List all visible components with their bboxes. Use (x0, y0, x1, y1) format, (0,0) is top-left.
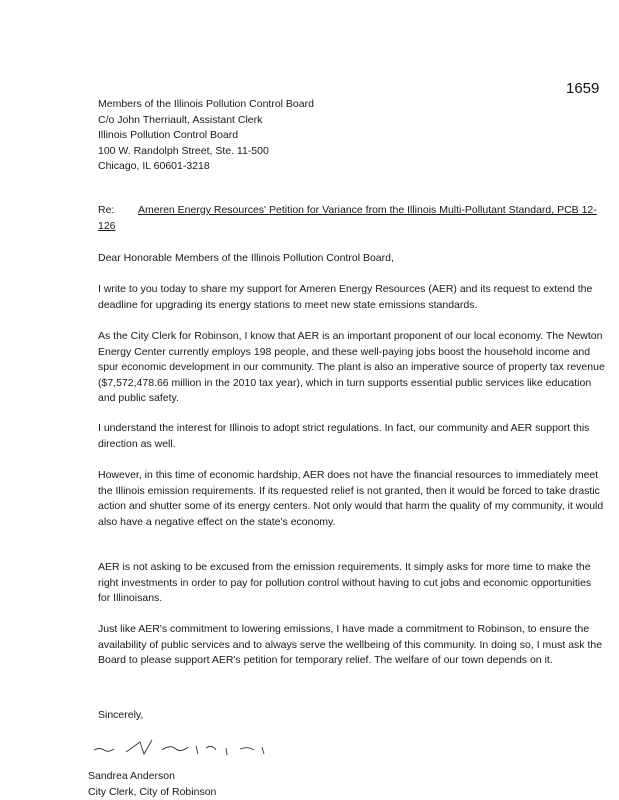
closing: Sincerely, (98, 709, 144, 721)
body-paragraph-1: I write to you today to share my support for Ameren Energy Resources (AER) and its request to extend the deadline for upgrading its energy stations to meet new state emissions standards. (98, 283, 593, 311)
address-line: Illinois Pollution Control Board (98, 129, 239, 142)
address-line: Chicago, IL 60601-3218 (98, 160, 210, 173)
body-paragraph-3: I understand the interest for Illinois to adopt strict regulations. In fact, our community and AER support this direction as well. (98, 422, 590, 450)
address-line: 100 W. Randolph Street, Ste. 11-500 (98, 144, 269, 157)
page-number: 1659 (566, 80, 600, 97)
re-subject: Ameren Energy Resources' Petition for Variance from the Illinois Multi-Pollutant Standard, PCB 12-126 (98, 204, 597, 232)
signer-name: Sandrea Anderson (88, 770, 175, 782)
signer-title: City Clerk, City of Robinson (88, 786, 217, 798)
recipient-address-block (98, 97, 314, 175)
body-paragraph-6: Just like AER's commitment to lowering emissions, I have made a commitment to Robinson, to ensure the availability of public services and to always serve the wellbeing of this community. In doing so, I must ask the Board to please support AER's petition for temporary relief. The welfare of our town depends on it. (98, 623, 603, 667)
address-line: Members of the Illinois Pollution Control Board (98, 98, 314, 110)
salutation: Dear Honorable Members of the Illinois Pollution Control Board, (98, 252, 394, 264)
subject-line (98, 203, 603, 234)
address-line: C/o John Therriault, Assistant Clerk (98, 113, 263, 126)
handwritten-signature (90, 736, 280, 758)
body-paragraph-4: However, in this time of economic hardship, AER does not have the financial resources to immediately meet the Illinois emission requirements. If its requested relief is not granted, then it would be forced to take drastic action and shutter some of its energy centers. Not only would that harm the quality of my community, it would also have a negative effect on the state's economy. (98, 469, 604, 528)
re-label: Re: (98, 204, 115, 216)
body-paragraph-2: As the City Clerk for Robinson, I know that AER is an important proponent of our local economy. The Newton Energy Center currently employs 198 people, and these well-paying jobs boost the household income and spur economic development in our community. The plant is also an imperative source of property tax revenue ($7,572,478.66 million in the 2010 tax year), which in turn supports essential public services like education and public safety. (98, 330, 605, 405)
signer-block (88, 768, 216, 800)
body-paragraph-5: AER is not asking to be excused from the emission requirements. It simply asks for more time to make the right investments in order to pay for pollution control without having to cut jobs and economic opportunities for Illinoisans. (98, 561, 592, 605)
